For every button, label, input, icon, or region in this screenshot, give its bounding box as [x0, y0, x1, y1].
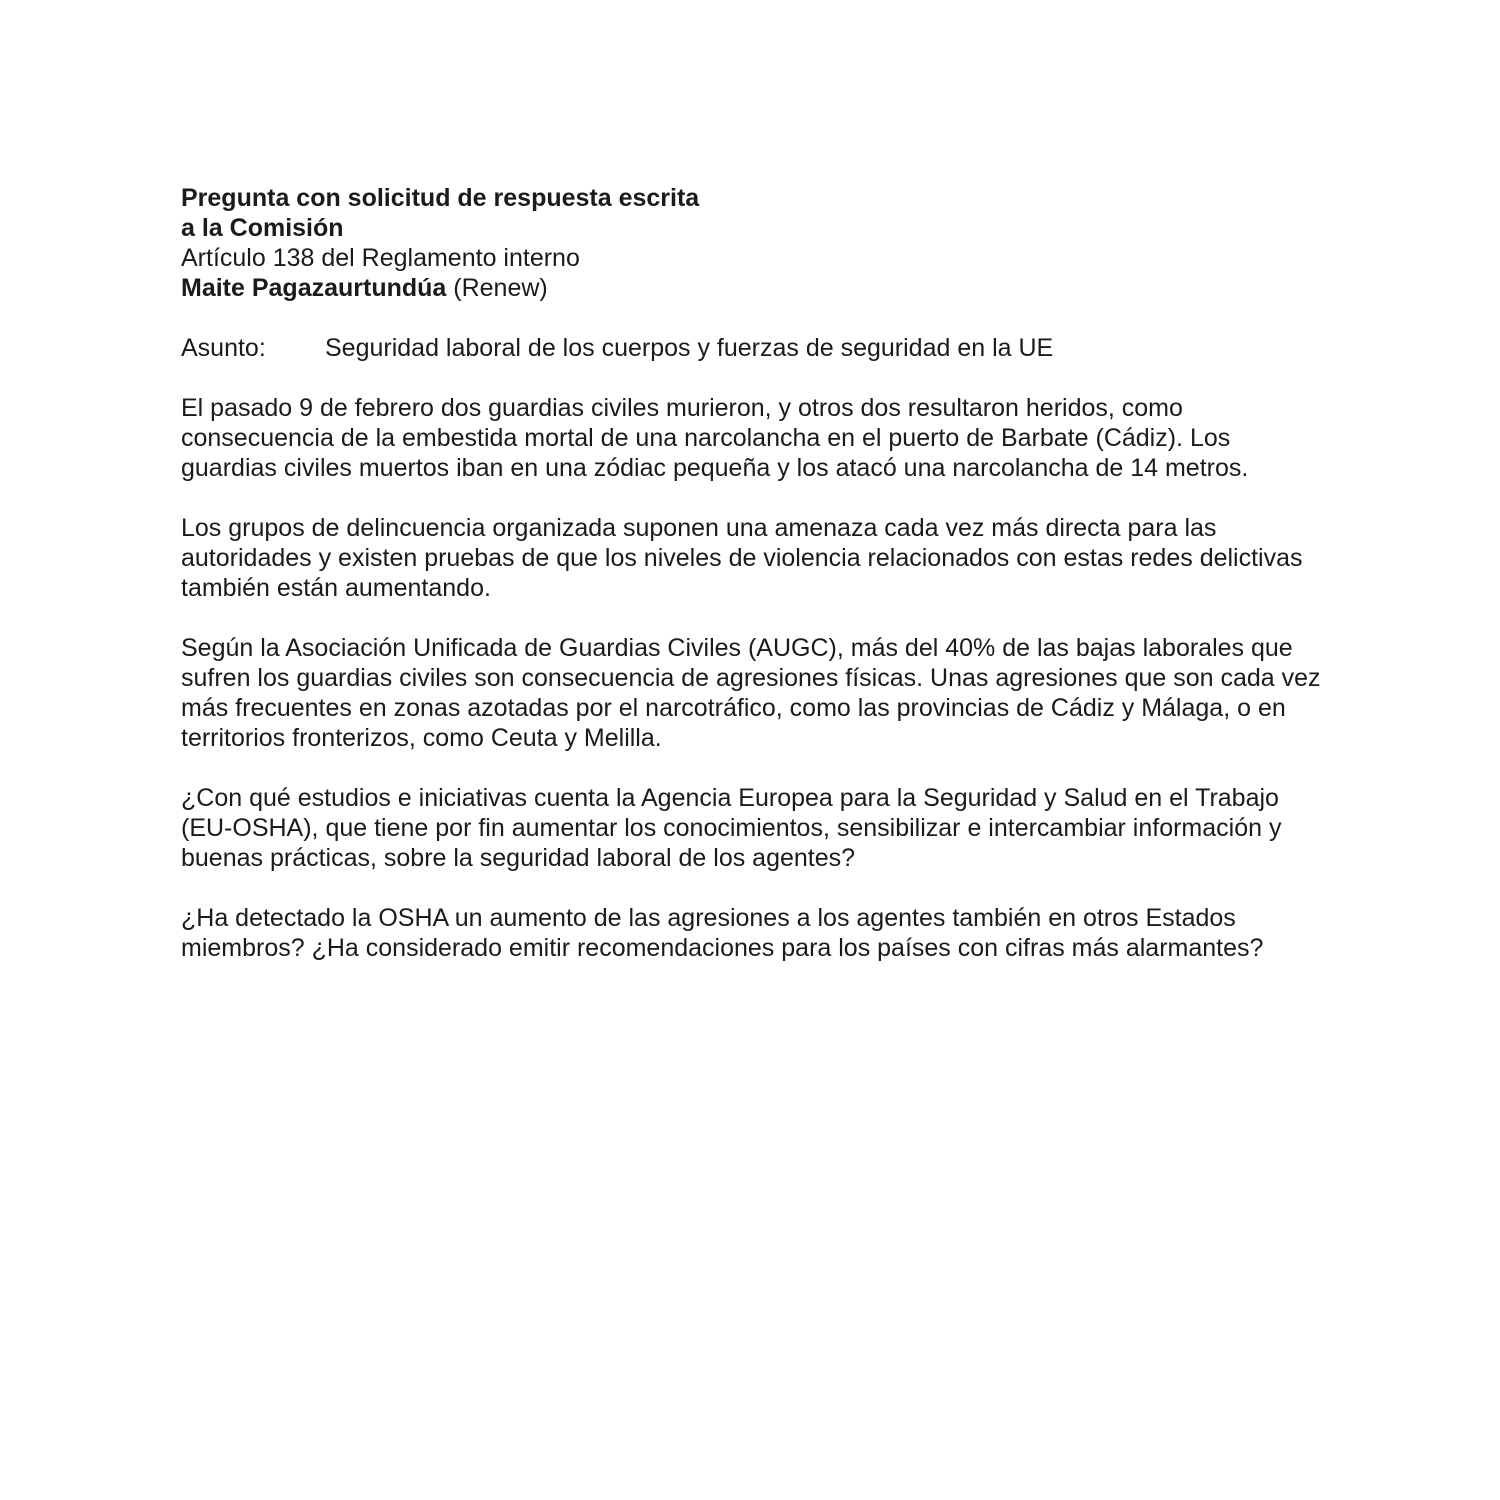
- header-question-type-line-2: a la Comisión: [181, 214, 344, 242]
- paragraph-question-eu-osha: ¿Con qué estudios e iniciativas cuenta la Agencia Europea para la Seguridad y Salud en el Trabajo (EU-OSHA), que tiene por fin aumentar los conocimientos, sensibilizar e intercambiar información y buenas prácticas, sobre la seguridad laboral de los agentes?: [181, 784, 1282, 872]
- header-author-line: [181, 273, 1329, 303]
- paragraph-incident: El pasado 9 de febrero dos guardias civiles murieron, y otros dos resultaron heridos, como consecuencia de la embestida mortal de una narcolancha en el puerto de Barbate (Cádiz). Los guardias civiles muertos iban en una zódiac pequeña y los atacó una narcolancha de 14 metros.: [181, 394, 1249, 482]
- document-content: [181, 183, 1329, 963]
- header-question-type-line-1: Pregunta con solicitud de respuesta escrita: [181, 184, 700, 212]
- paragraph-augc-statistics: Según la Asociación Unificada de Guardias Civiles (AUGC), más del 40% de las bajas laborales que sufren los guardias civiles son consecuencia de agresiones físicas. Unas agresiones que son cada vez más frecuentes en zonas azotadas por el narcotráfico, como las provincias de Cádiz y Málaga, o en territorios fronterizos, como Ceuta y Melilla.: [181, 634, 1321, 752]
- subject-text: Seguridad laboral de los cuerpos y fuerzas de seguridad en la UE: [325, 334, 1054, 362]
- paragraph-question-member-states: ¿Ha detectado la OSHA un aumento de las agresiones a los agentes también en otros Estados miembros? ¿Ha considerado emitir recomendaciones para los países con cifras más alarmantes?: [181, 904, 1264, 962]
- paragraph-organized-crime: Los grupos de delincuencia organizada suponen una amenaza cada vez más directa para las autoridades y existen pruebas de que los niveles de violencia relacionados con estas redes delictivas también están aumentando.: [181, 514, 1303, 602]
- subject-row: [181, 333, 1329, 363]
- vertical-spacer: [181, 303, 1329, 333]
- subject-label: Asunto:: [181, 334, 266, 362]
- author-name: Maite Pagazaurtundúa: [181, 274, 447, 302]
- header-rule-reference: Artículo 138 del Reglamento interno: [181, 244, 580, 272]
- author-group: (Renew): [446, 274, 548, 302]
